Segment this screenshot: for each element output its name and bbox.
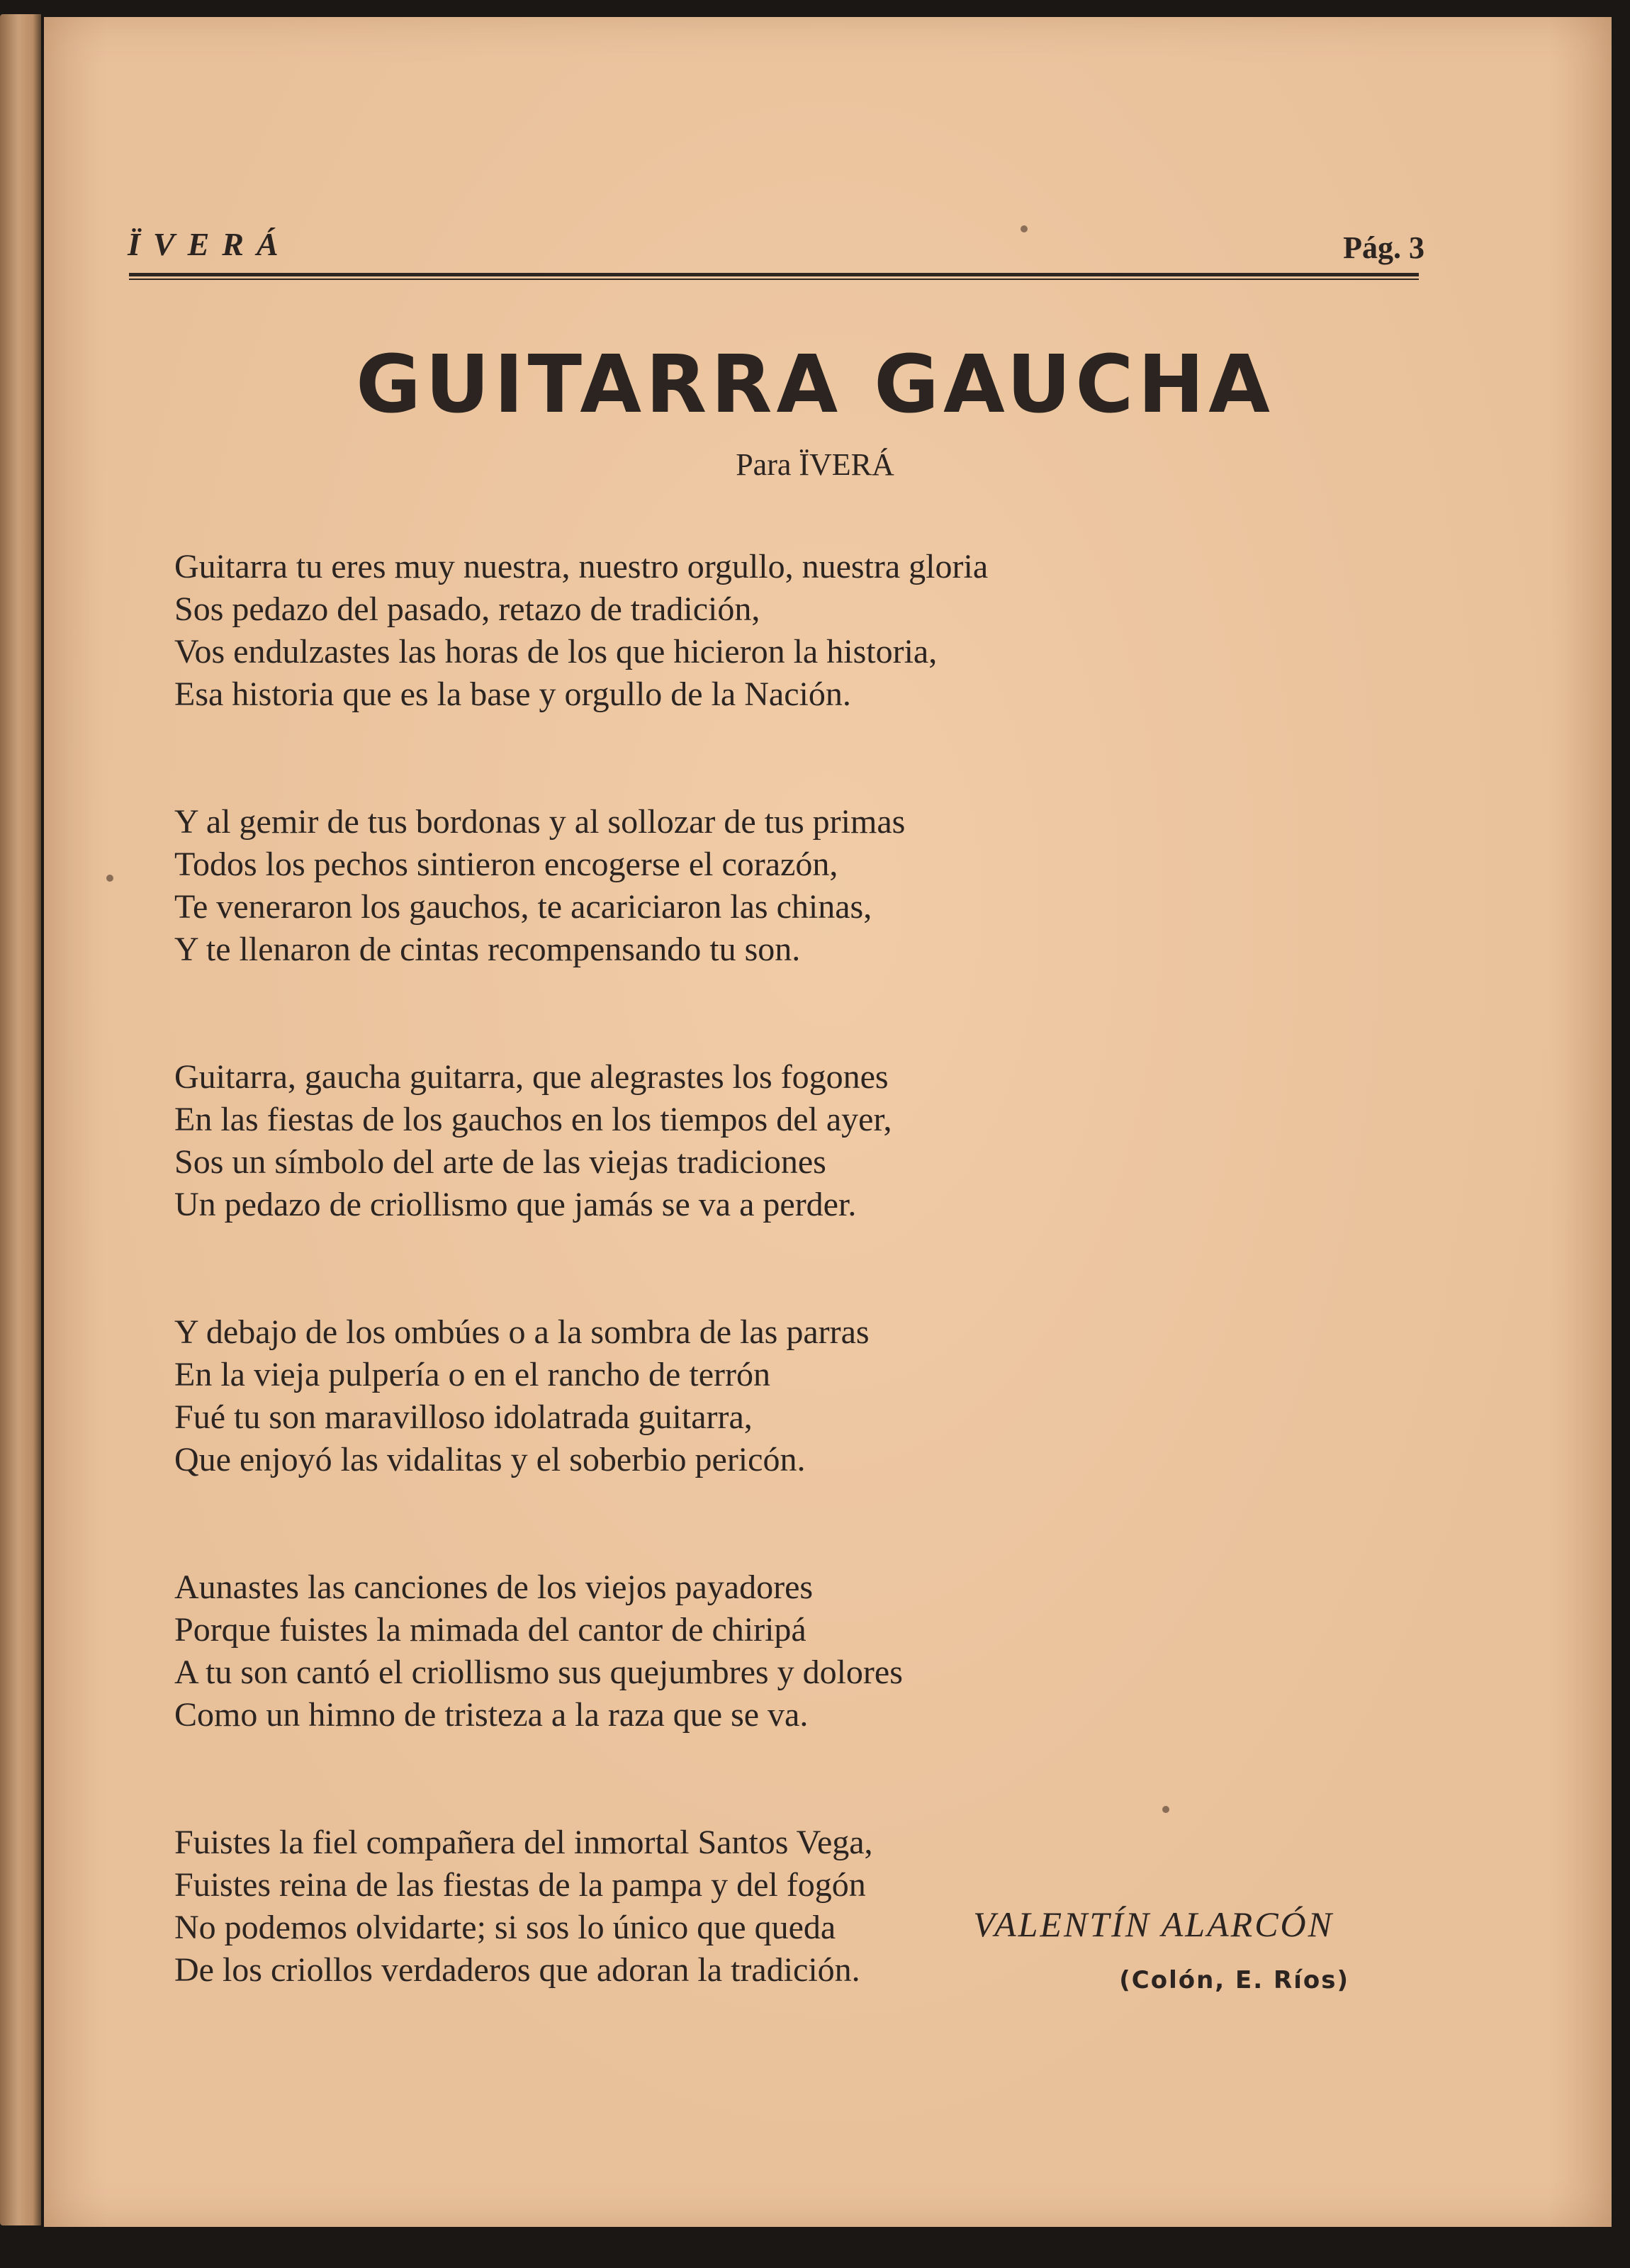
poem-title: GUITARRA GAUCHA: [356, 339, 1274, 431]
stanza: [174, 1056, 1322, 1226]
poem-line: Esa historia que es la base y orgullo de la Nación.: [174, 675, 851, 713]
poem-line: Vos endulzastes las horas de los que hicieron la historia,: [174, 633, 938, 670]
stanza: [174, 546, 1322, 716]
poem-line: En la vieja pulpería o en el rancho de terrón: [174, 1356, 770, 1393]
poem-line: Fuistes la fiel compañera del inmortal Santos Vega,: [174, 1824, 873, 1861]
header-rule: [129, 273, 1419, 280]
poem-body: [174, 546, 1322, 2077]
ink-speck: [1021, 225, 1028, 232]
poem-line: Y al gemir de tus bordonas y al sollozar de tus primas: [174, 803, 906, 841]
stanza: [174, 1566, 1322, 1736]
author-location: (Colón, E. Ríos): [1119, 1966, 1349, 1994]
poem-line: Fuistes reina de las fiestas de la pampa y del fogón: [174, 1866, 866, 1904]
poem-line: Porque fuistes la mimada del cantor de chiripá: [174, 1611, 806, 1649]
poem-line: Sos pedazo del pasado, retazo de tradición,: [174, 590, 760, 628]
poem-line: Y debajo de los ombúes o a la sombra de las parras: [174, 1313, 870, 1351]
poem-line: Aunastes las canciones de los viejos payadores: [174, 1568, 814, 1606]
poem-line: Un pedazo de criollismo que jamás se va a perder.: [174, 1186, 857, 1223]
page-number: Pág. 3: [1343, 230, 1424, 265]
poem-line: De los criollos verdaderos que adoran la tradición.: [174, 1951, 860, 1989]
poem-line: Guitarra, gaucha guitarra, que alegrastes los fogones: [174, 1058, 889, 1096]
stanza: [174, 1311, 1322, 1481]
poem-author: VALENTÍN ALARCÓN: [973, 1904, 1334, 1944]
poem-line: Fué tu son maravilloso idolatrada guitarra,: [174, 1398, 753, 1436]
poem-line: En las fiestas de los gauchos en los tiempos del ayer,: [174, 1101, 892, 1138]
poem-line: Sos un símbolo del arte de las viejas tradiciones: [174, 1143, 826, 1181]
poem-line: Como un himno de tristeza a la raza que se va.: [174, 1696, 809, 1734]
stanza: [174, 801, 1322, 971]
poem-line: A tu son cantó el criollismo sus quejumbres y dolores: [174, 1654, 903, 1691]
poem-line: Guitarra tu eres muy nuestra, nuestro orgullo, nuestra gloria: [174, 548, 989, 585]
poem-line: Y te llenaron de cintas recompensando tu son.: [174, 931, 801, 968]
poem-dedication: Para ÏVERÁ: [736, 447, 894, 482]
ink-speck: [106, 875, 113, 882]
journal-name: ÏVERÁ: [128, 226, 291, 262]
poem-line: No podemos olvidarte; si sos lo único que queda: [174, 1909, 836, 1946]
page-header: [128, 225, 1424, 268]
poem-line: Todos los pechos sintieron encogerse el corazón,: [174, 846, 838, 883]
ink-speck: [1162, 1806, 1169, 1813]
poem-line: Te veneraron los gauchos, te acariciaron las chinas,: [174, 888, 872, 926]
poem-line: Que enjoyó las vidalitas y el soberbio pericón.: [174, 1441, 806, 1478]
